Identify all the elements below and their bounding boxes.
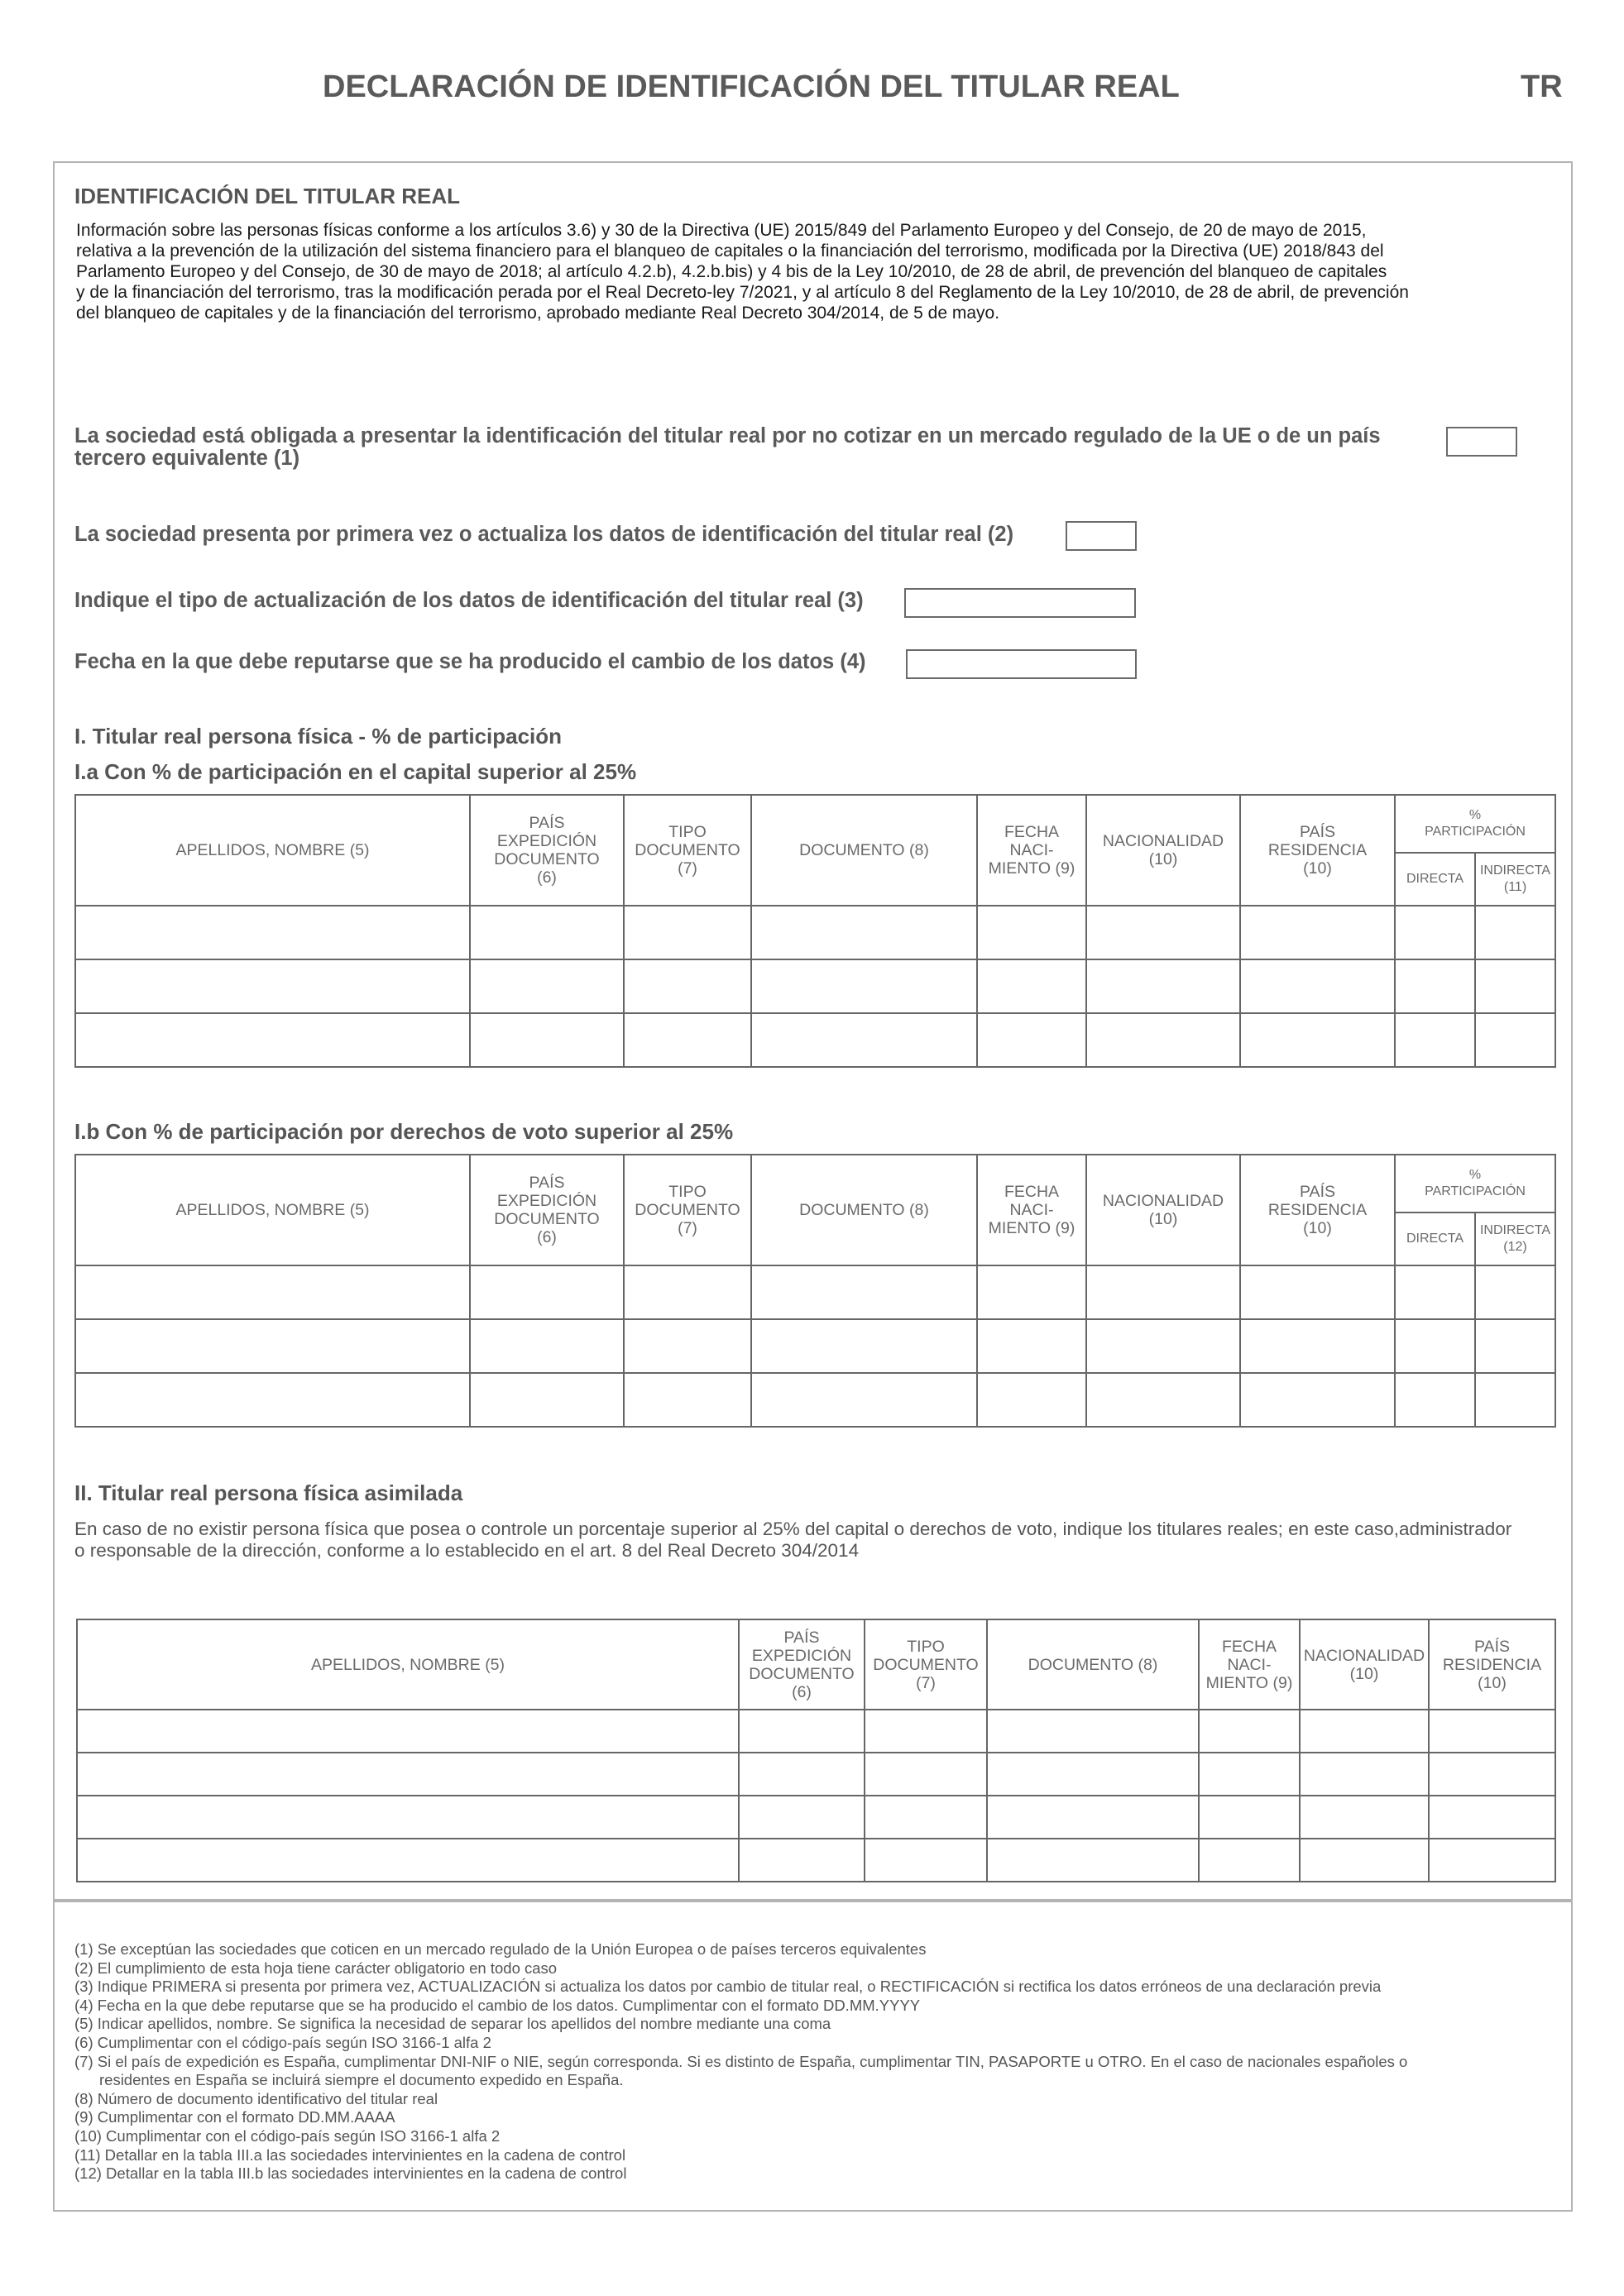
- table-header-row: [75, 795, 1555, 853]
- cell-pais-expedicion[interactable]: [739, 1710, 865, 1753]
- section-1-heading: I. Titular real persona física - % de participación: [74, 724, 563, 749]
- cell-pais-residencia[interactable]: [1240, 959, 1395, 1013]
- section-1a-heading: I.a Con % de participación en el capital superior al 25%: [74, 759, 637, 784]
- question-4: Fecha en la que debe reputarse que se ha producido el cambio de los datos (4): [74, 650, 866, 673]
- table-row: [75, 1373, 1555, 1427]
- cell-directa[interactable]: [1395, 959, 1475, 1013]
- cell-pais-residencia[interactable]: [1240, 1319, 1395, 1373]
- cell-tipo-documento[interactable]: [624, 1319, 751, 1373]
- col-fecha-nacimiento: FECHA NACI- MIENTO (9): [977, 1155, 1086, 1265]
- cell-indirecta[interactable]: [1475, 1013, 1555, 1067]
- cell-nacionalidad[interactable]: [1086, 1373, 1240, 1427]
- cell-nacionalidad[interactable]: [1300, 1710, 1429, 1753]
- cell-documento[interactable]: [751, 906, 977, 959]
- footnote: (10) Cumplimentar con el código-país según ISO 3166-1 alfa 2: [74, 2126, 501, 2145]
- question-2: La sociedad presenta por primera vez o actualiza los datos de identificación del titular real (2): [74, 523, 1014, 546]
- cell-directa[interactable]: [1395, 1013, 1475, 1067]
- cell-pais-expedicion[interactable]: [739, 1753, 865, 1796]
- cell-pais-residencia[interactable]: [1429, 1753, 1555, 1796]
- col-directa: DIRECTA: [1395, 1213, 1475, 1265]
- col-pais-expedicion: PAÍS EXPEDICIÓN DOCUMENTO (6): [470, 795, 624, 906]
- cell-fecha-nacimiento[interactable]: [1199, 1710, 1300, 1753]
- col-pais-residencia: PAÍS RESIDENCIA (10): [1429, 1619, 1555, 1710]
- col-tipo-documento: TIPO DOCUMENTO (7): [865, 1619, 987, 1710]
- table-header-row: [77, 1619, 1555, 1710]
- cell-indirecta[interactable]: [1475, 1265, 1555, 1319]
- intro-line: Parlamento Europeo y del Consejo, de 30 de mayo de 2018; al artículo 4.2.b), 4.2.b.bis) y 4 bis de la Ley 10/2010, de 28 de abril, de prevención del blanqueo de capitales: [76, 262, 1387, 281]
- col-apellidos-nombre: APELLIDOS, NOMBRE (5): [75, 795, 470, 906]
- question-1-line: tercero equivalente (1): [74, 447, 300, 470]
- cell-documento[interactable]: [751, 1265, 977, 1319]
- footnote: (11) Detallar en la tabla III.a las sociedades intervinientes en la cadena de control: [74, 2145, 626, 2164]
- cell-pais-residencia[interactable]: [1429, 1796, 1555, 1839]
- col-nacionalidad: NACIONALIDAD (10): [1086, 1155, 1240, 1265]
- cell-nacionalidad[interactable]: [1086, 1319, 1240, 1373]
- cell-apellidos-nombre[interactable]: [75, 959, 470, 1013]
- cell-documento[interactable]: [751, 1013, 977, 1067]
- col-pais-residencia: PAÍS RESIDENCIA (10): [1240, 795, 1395, 906]
- section-2-body-line: o responsable de la dirección, conforme a lo establecido en el art. 8 del Real Decreto 304/2014: [74, 1540, 860, 1561]
- col-nacionalidad: NACIONALIDAD (10): [1300, 1619, 1429, 1710]
- cell-tipo-documento[interactable]: [624, 1265, 751, 1319]
- question-4-answer-field[interactable]: [906, 649, 1137, 679]
- cell-nacionalidad[interactable]: [1300, 1796, 1429, 1839]
- table-row: [75, 1265, 1555, 1319]
- cell-nacionalidad[interactable]: [1086, 1013, 1240, 1067]
- cell-pais-residencia[interactable]: [1240, 1265, 1395, 1319]
- cell-indirecta[interactable]: [1475, 959, 1555, 1013]
- cell-fecha-nacimiento[interactable]: [1199, 1839, 1300, 1882]
- cell-pais-expedicion[interactable]: [470, 1319, 624, 1373]
- table-1b: [74, 1154, 1556, 1428]
- table-row: [77, 1796, 1555, 1839]
- col-participacion: % PARTICIPACIÓN: [1395, 795, 1555, 853]
- section-2-heading: II. Titular real persona física asimilada: [74, 1480, 463, 1505]
- col-tipo-documento: TIPO DOCUMENTO (7): [624, 1155, 751, 1265]
- col-documento: DOCUMENTO (8): [751, 1155, 977, 1265]
- intro-line: relativa a la prevención de la utilización del sistema financiero para el blanqueo de capitales o la financiación del terrorismo, modificada por la Directiva (UE) 2018/843 del: [76, 242, 1384, 261]
- cell-pais-expedicion[interactable]: [470, 959, 624, 1013]
- cell-pais-residencia[interactable]: [1240, 1013, 1395, 1067]
- section-1b-heading: I.b Con % de participación por derechos de voto superior al 25%: [74, 1119, 734, 1144]
- cell-pais-residencia[interactable]: [1240, 1373, 1395, 1427]
- cell-apellidos-nombre[interactable]: [75, 1265, 470, 1319]
- intro-line: del blanqueo de capitales y de la financiación del terrorismo, aprobado mediante Real Decreto 304/2014, de 5 de mayo.: [76, 304, 1000, 323]
- cell-fecha-nacimiento[interactable]: [1199, 1796, 1300, 1839]
- cell-directa[interactable]: [1395, 1265, 1475, 1319]
- table-1a: [74, 794, 1556, 1068]
- cell-pais-residencia[interactable]: [1429, 1839, 1555, 1882]
- table-row: [75, 1013, 1555, 1067]
- cell-apellidos-nombre[interactable]: [77, 1710, 739, 1753]
- cell-pais-expedicion[interactable]: [470, 1013, 624, 1067]
- table-row: [75, 1319, 1555, 1373]
- footnote: (2) El cumplimiento de esta hoja tiene carácter obligatorio en todo caso: [74, 1959, 558, 1977]
- cell-tipo-documento[interactable]: [865, 1710, 987, 1753]
- cell-nacionalidad[interactable]: [1086, 959, 1240, 1013]
- cell-apellidos-nombre[interactable]: [75, 1373, 470, 1427]
- table-row: [75, 906, 1555, 959]
- cell-tipo-documento[interactable]: [624, 1013, 751, 1067]
- cell-pais-residencia[interactable]: [1240, 906, 1395, 959]
- footnote: (9) Cumplimentar con el formato DD.MM.AAAA: [74, 2108, 395, 2126]
- intro-line: y de la financiación del terrorismo, tras la modificación perada por el Real Decreto-ley 7/2021, y al artículo 8 del Reglamento de la Ley 10/2010, de 28 de abril, de prevención: [76, 283, 1409, 302]
- cell-indirecta[interactable]: [1475, 1373, 1555, 1427]
- table-header-row: [75, 1155, 1555, 1213]
- cell-pais-expedicion[interactable]: [739, 1796, 865, 1839]
- identification-heading: IDENTIFICACIÓN DEL TITULAR REAL: [74, 184, 461, 208]
- question-1: [74, 425, 1440, 470]
- footnote: residentes en España se incluirá siempre el documento expedido en España.: [99, 2071, 624, 2089]
- cell-tipo-documento[interactable]: [865, 1796, 987, 1839]
- cell-fecha-nacimiento[interactable]: [977, 1013, 1086, 1067]
- footnote: (4) Fecha en la que debe reputarse que se ha producido el cambio de los datos. Cumplimentar con el formato DD.MM.YYYY: [74, 1996, 921, 2014]
- cell-documento[interactable]: [751, 1319, 977, 1373]
- question-1-line: La sociedad está obligada a presentar la identificación del titular real por no cotizar en un mercado regulado de la UE o de un país: [74, 424, 1381, 447]
- cell-fecha-nacimiento[interactable]: [977, 959, 1086, 1013]
- section-2-body: [74, 1519, 1564, 1562]
- cell-directa[interactable]: [1395, 1319, 1475, 1373]
- cell-documento[interactable]: [987, 1710, 1199, 1753]
- question-3-answer-field[interactable]: [904, 588, 1136, 618]
- cell-tipo-documento[interactable]: [624, 906, 751, 959]
- col-pais-expedicion: PAÍS EXPEDICIÓN DOCUMENTO (6): [470, 1155, 624, 1265]
- col-apellidos-nombre: APELLIDOS, NOMBRE (5): [75, 1155, 470, 1265]
- col-participacion: % PARTICIPACIÓN: [1395, 1155, 1555, 1213]
- cell-apellidos-nombre[interactable]: [77, 1796, 739, 1839]
- cell-apellidos-nombre[interactable]: [75, 1013, 470, 1067]
- cell-apellidos-nombre[interactable]: [75, 906, 470, 959]
- question-3: Indique el tipo de actualización de los datos de identificación del titular real (3): [74, 589, 864, 612]
- col-fecha-nacimiento: FECHA NACI- MIENTO (9): [977, 795, 1086, 906]
- cell-fecha-nacimiento[interactable]: [1199, 1753, 1300, 1796]
- col-indirecta: INDIRECTA (11): [1475, 853, 1555, 906]
- intro-line: Información sobre las personas físicas conforme a los artículos 3.6) y 30 de la Directiva (UE) 2015/849 del Parlamento Europeo y del Consejo, de 20 de mayo de 2015,: [76, 221, 1367, 240]
- cell-fecha-nacimiento[interactable]: [977, 1319, 1086, 1373]
- footnotes: [74, 1940, 1564, 2184]
- col-nacionalidad: NACIONALIDAD (10): [1086, 795, 1240, 906]
- section-2-body-line: En caso de no existir persona física que posea o controle un porcentaje superior al 25% del capital o derechos de voto, indique los titulares reales; en este caso,administrador: [74, 1519, 1512, 1539]
- col-pais-expedicion: PAÍS EXPEDICIÓN DOCUMENTO (6): [739, 1619, 865, 1710]
- col-apellidos-nombre: APELLIDOS, NOMBRE (5): [77, 1619, 739, 1710]
- table-2: [76, 1619, 1556, 1882]
- footnote: (7) Si el país de expedición es España, cumplimentar DNI-NIF o NIE, según corresponda. Si es distinto de España, cumplimentar TIN, PASAPORTE u OTRO. En el caso de nacionales españoles o: [74, 2052, 1408, 2070]
- cell-documento[interactable]: [987, 1796, 1199, 1839]
- col-pais-residencia: PAÍS RESIDENCIA (10): [1240, 1155, 1395, 1265]
- cell-documento[interactable]: [987, 1753, 1199, 1796]
- cell-tipo-documento[interactable]: [624, 1373, 751, 1427]
- cell-pais-expedicion[interactable]: [470, 1265, 624, 1319]
- cell-tipo-documento[interactable]: [865, 1753, 987, 1796]
- cell-documento[interactable]: [751, 1373, 977, 1427]
- cell-nacionalidad[interactable]: [1300, 1753, 1429, 1796]
- footnote: (8) Número de documento identificativo del titular real: [74, 2089, 438, 2107]
- table-row: [75, 959, 1555, 1013]
- footnote: (3) Indique PRIMERA si presenta por primera vez, ACTUALIZACIÓN si actualiza los datos por cambio de titular real, o RECTIFICACIÓN si rectifica los datos erróneos de una declaración previa: [74, 1978, 1382, 1996]
- cell-nacionalidad[interactable]: [1086, 906, 1240, 959]
- cell-documento[interactable]: [987, 1839, 1199, 1882]
- footnote: (5) Indicar apellidos, nombre. Se significa la necesidad de separar los apellidos del nombre mediante una coma: [74, 2015, 831, 2033]
- cell-fecha-nacimiento[interactable]: [977, 906, 1086, 959]
- cell-indirecta[interactable]: [1475, 1319, 1555, 1373]
- footnote: (12) Detallar en la tabla III.b las sociedades intervinientes en la cadena de control: [74, 2164, 627, 2183]
- footnote: (1) Se exceptúan las sociedades que coticen en un mercado regulado de la Unión Europea o de países terceros equivalentes: [74, 1940, 927, 1958]
- col-indirecta: INDIRECTA (12): [1475, 1213, 1555, 1265]
- cell-documento[interactable]: [751, 959, 977, 1013]
- table-row: [77, 1753, 1555, 1796]
- form-code: TR: [1521, 69, 1563, 104]
- cell-pais-expedicion[interactable]: [739, 1839, 865, 1882]
- cell-pais-expedicion[interactable]: [470, 1373, 624, 1427]
- page-title: DECLARACIÓN DE IDENTIFICACIÓN DEL TITULAR REAL: [323, 69, 1180, 104]
- question-1-answer-field[interactable]: [1446, 427, 1517, 457]
- cell-fecha-nacimiento[interactable]: [977, 1373, 1086, 1427]
- identification-intro: [76, 220, 1565, 323]
- cell-pais-residencia[interactable]: [1429, 1710, 1555, 1753]
- table-row: [77, 1710, 1555, 1753]
- cell-pais-expedicion[interactable]: [470, 906, 624, 959]
- cell-directa[interactable]: [1395, 906, 1475, 959]
- col-directa: DIRECTA: [1395, 853, 1475, 906]
- cell-tipo-documento[interactable]: [865, 1839, 987, 1882]
- cell-indirecta[interactable]: [1475, 906, 1555, 959]
- cell-directa[interactable]: [1395, 1373, 1475, 1427]
- cell-tipo-documento[interactable]: [624, 959, 751, 1013]
- cell-apellidos-nombre[interactable]: [77, 1839, 739, 1882]
- col-fecha-nacimiento: FECHA NACI- MIENTO (9): [1199, 1619, 1300, 1710]
- question-2-answer-field[interactable]: [1066, 521, 1137, 551]
- cell-nacionalidad[interactable]: [1086, 1265, 1240, 1319]
- cell-fecha-nacimiento[interactable]: [977, 1265, 1086, 1319]
- col-documento: DOCUMENTO (8): [751, 795, 977, 906]
- footnote: (6) Cumplimentar con el código-país según ISO 3166-1 alfa 2: [74, 2033, 491, 2051]
- col-tipo-documento: TIPO DOCUMENTO (7): [624, 795, 751, 906]
- cell-nacionalidad[interactable]: [1300, 1839, 1429, 1882]
- cell-apellidos-nombre[interactable]: [77, 1753, 739, 1796]
- cell-apellidos-nombre[interactable]: [75, 1319, 470, 1373]
- table-row: [77, 1839, 1555, 1882]
- col-documento: DOCUMENTO (8): [987, 1619, 1199, 1710]
